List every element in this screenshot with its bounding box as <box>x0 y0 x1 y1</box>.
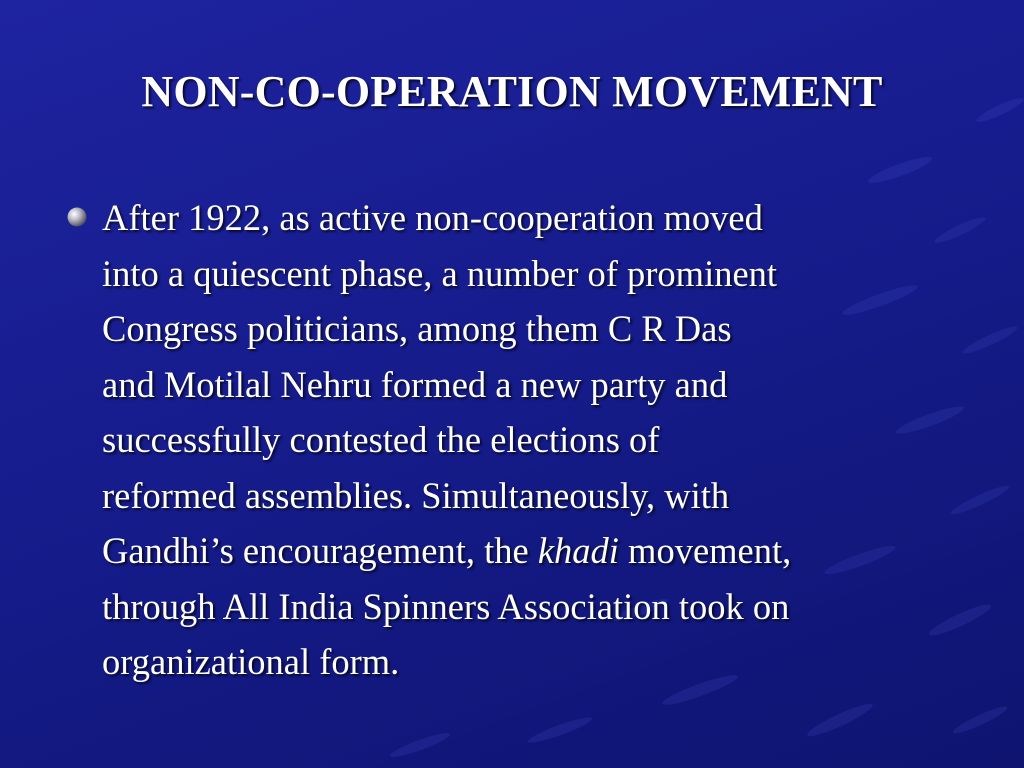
bullet-line-6: reformed assemblies. Simultaneously, with <box>102 474 730 516</box>
bullet-line-1: After 1922, as active non-cooperation moved <box>102 197 763 238</box>
bullet-line-2: into a quiescent phase, a number of prominent <box>102 252 778 294</box>
bullet-line-9: organizational form. <box>102 641 400 682</box>
khadi-italic-text: khadi <box>537 530 619 571</box>
bullet-line-5: successfully contested the elections of <box>102 419 660 460</box>
bullet-line-3: Congress politicians, among them C R Das <box>102 308 732 349</box>
bullet-paragraph <box>102 190 966 690</box>
bullet-line-4: and Motilal Nehru formed a new party and <box>102 363 728 405</box>
sphere-bullet-icon <box>66 206 88 228</box>
bullet-line-8: through All India Spinners Association took on <box>102 585 790 627</box>
bullet-line-7-end: movement, <box>618 530 792 571</box>
bullet-line-7 <box>102 523 966 579</box>
slide-title: NON-CO-OPERATION MOVEMENT <box>141 67 883 116</box>
bullet-line-7-start: Gandhi’s encouragement, the <box>102 530 538 571</box>
